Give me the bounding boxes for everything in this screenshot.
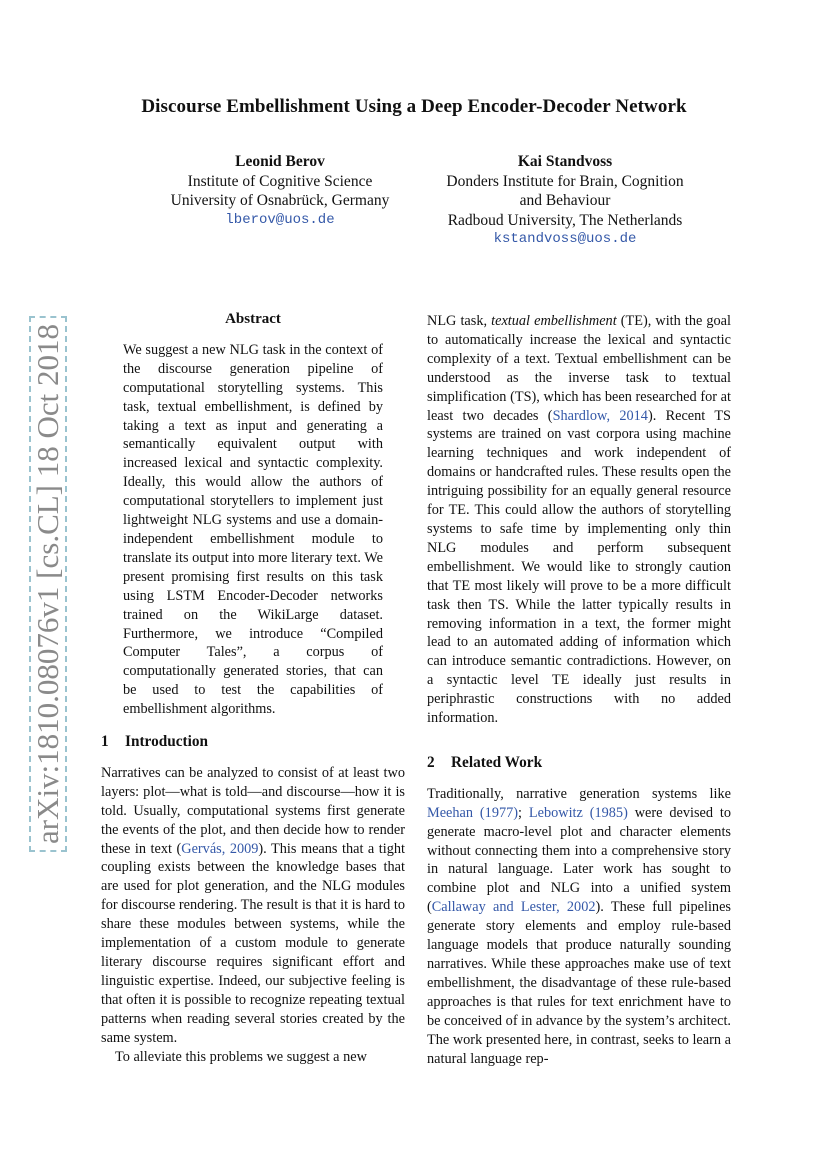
emphasis-text: textual embellishment xyxy=(491,313,617,329)
author-name: Kai Standvoss xyxy=(517,153,613,170)
author-affiliation: University of Osnabrück, Germany xyxy=(170,192,390,209)
text-run: Narratives can be analyzed to consist of at least two layers: plot—what is told—and discourse—how it is told. Usually, computational systems first generate the events of the plot, and then decide how to render these in text ( xyxy=(101,764,405,857)
intro-paragraph-continued xyxy=(427,312,731,728)
intro-paragraph-1 xyxy=(101,764,405,1048)
intro-paragraph-2: To alleviate this problems we suggest a new xyxy=(115,1048,367,1065)
citation-link[interactable]: Callaway and Lester, 2002 xyxy=(431,899,596,916)
text-run: NLG task, xyxy=(427,313,492,329)
author-affiliation: Radboud University, The Netherlands xyxy=(447,211,683,229)
text-run: ). This means that a tight coupling exists between the knowledge bases that are used for plot generation, and the NLG modules for discourse rendering. The result is that it is hard to share these modules between systems, while the implementation of a custom module to generate literary discourse requires significant effort and linguistic expertise. Indeed, our subjective feeling is that often it is possible to recognize repeating textual patterns when reading several stories created by the same system. xyxy=(101,840,406,1046)
author-affiliation: Donders Institute for Brain, Cognition xyxy=(446,172,684,190)
section-heading-introduction xyxy=(101,733,405,752)
citation-link[interactable]: Meehan (1977) xyxy=(427,804,519,821)
section-title: Introduction xyxy=(125,733,209,751)
citation-link[interactable]: Shardlow, 2014 xyxy=(552,407,648,424)
section-title: Related Work xyxy=(451,753,543,771)
author-name: Leonid Berov xyxy=(235,153,325,170)
related-work-paragraph xyxy=(427,785,731,1069)
abstract-text: We suggest a new NLG task in the context of the discourse generation pipeline of computational storytelling systems. This task, textual embellishment, is defined by taking a text as input and generating a semantically equivalent output with increased lexical and syntactic complexity. Ideally, this would allow the authors of computational storytellers to implement just lightweight NLG systems and use a domain-independent embellishment module to translate its output into more literary text. We present promising first results on this task using LSTM Encoder-Decoder networks trained on the WikiLarge dataset. Furthermore, we introduce “Compiled Computer Tales”, a corpus of computationally generated stories, that can be used to test the capabilities of embellishment algorithms. xyxy=(123,341,383,718)
text-run: ). These full pipelines generate story elements and employ rule-based language models that produce naturally sounding narratives. While these approaches make use of text embellishment, the disadvantage of these rule-based approaches is that rules for text enrichment have to be conceived of in advance by the system’s architect. The work presented here, in contrast, seeks to learn a natural language rep- xyxy=(427,899,731,1067)
arxiv-watermark: arXiv:1810.08076v1 [cs.CL] 18 Oct 2018 xyxy=(29,316,67,852)
abstract-heading: Abstract xyxy=(225,311,281,327)
text-run: ; xyxy=(518,804,529,821)
author-email-link[interactable]: lberov@uos.de xyxy=(225,211,335,228)
author-block-2 xyxy=(420,152,710,250)
author-email-link[interactable]: kstandvoss@uos.de xyxy=(493,231,637,247)
text-run: ). Recent TS systems are trained on vast corpora using machine learning techniques and work independent of domains or handcrafted rules. These results open the intriguing possibility for an equally general resource for TE. This could allow the authors of storytelling systems to safe time by implementing only thin NLG modules and perform subsequent embellishment. We would like to strongly caution that TE most likely will prove to be a more difficult task then TS. While the latter typically results in removing information in a text, the former might lead to an automated adding of information which can introduce semantic contradictions. However, on a syntactic level TE ideally just results in periphrastic constructions with no added information. xyxy=(427,407,732,727)
text-run: Traditionally, narrative generation systems like xyxy=(427,785,731,802)
author-block-1 xyxy=(150,152,410,230)
right-column xyxy=(427,312,731,1068)
section-heading-related-work xyxy=(427,754,731,773)
author-affiliation: Institute of Cognitive Science xyxy=(187,172,373,190)
paper-title: Discourse Embellishment Using a Deep Encoder-Decoder Network xyxy=(141,96,687,117)
citation-link[interactable]: Lebowitz (1985) xyxy=(528,804,628,821)
text-run: (TE), with the goal to automatically increase the lexical and syntactic complexity of a text. Textual embellishment can be understood as the inverse task to textual simplification (TS), which has been researched for at least two decades ( xyxy=(427,313,732,424)
author-affiliation: and Behaviour xyxy=(519,192,611,209)
section-number: 2 xyxy=(427,753,435,771)
left-column xyxy=(101,310,405,1066)
text-run: were devised to generate macro-level plot and character elements without connecting them into a comprehensive story in natural language. Later work has sought to combine plot and NLG into a unified system ( xyxy=(427,804,731,916)
section-number: 1 xyxy=(101,733,109,751)
citation-link[interactable]: Gervás, 2009 xyxy=(181,840,259,857)
